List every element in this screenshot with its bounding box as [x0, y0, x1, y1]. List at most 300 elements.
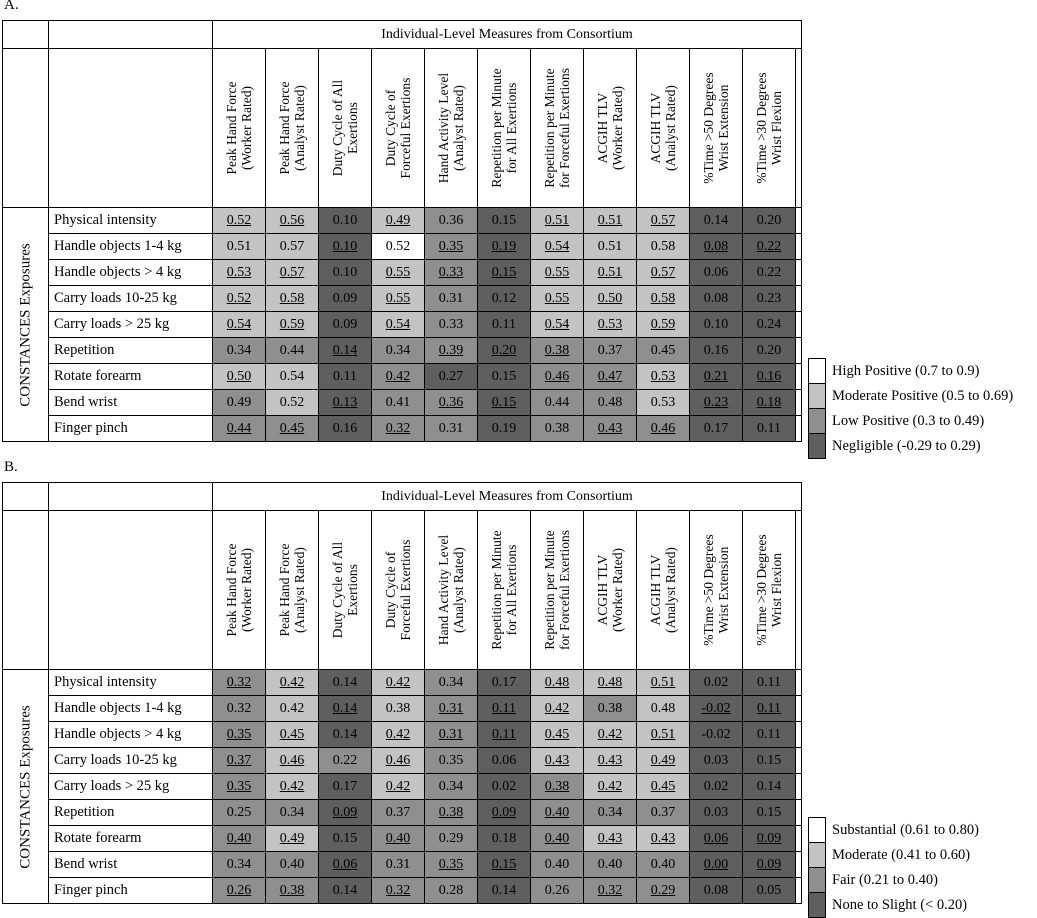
heatmap-cell: [531, 260, 584, 286]
heatmap-cell: [637, 286, 690, 312]
heatmap-cell: [531, 390, 584, 416]
spacer-cell: [796, 722, 802, 748]
row-label: Handle objects > 4 kg: [49, 722, 213, 748]
heatmap-cell: [213, 364, 266, 390]
row-group-label-cell: [3, 208, 49, 442]
cell-value: 0.40: [544, 804, 570, 820]
legend-item: [809, 893, 980, 918]
cell-value: 0.46: [385, 752, 411, 768]
column-header-wrap: [690, 49, 742, 207]
heatmap-cell: [319, 748, 372, 774]
heatmap-cell: [690, 260, 743, 286]
cell-value: 0.43: [597, 830, 623, 846]
legend-label: Fair (0.21 to 0.40): [832, 871, 938, 888]
cell-value: 0.09: [756, 856, 782, 872]
cell-value: 0.09: [332, 290, 358, 306]
column-header-wrap: [743, 511, 795, 669]
cell-value: 0.31: [438, 290, 464, 306]
heatmap-cell: [637, 364, 690, 390]
panel-b-label: B.: [4, 459, 18, 475]
cell-value: 0.42: [544, 700, 570, 716]
cell-value: 0.53: [226, 264, 252, 280]
cell-value: 0.42: [597, 778, 623, 794]
cell-value: 0.14: [332, 726, 358, 742]
column-header: [372, 49, 425, 208]
heatmap-cell: [637, 208, 690, 234]
heatmap-cell: [372, 208, 425, 234]
column-header-wrap: [319, 511, 371, 669]
cell-value: 0.53: [650, 368, 676, 384]
cell-value: 0.50: [597, 290, 623, 306]
column-header-label: Hand Activity Level (Analyst Rated): [436, 72, 466, 184]
legend-label: None to Slight (< 0.20): [832, 896, 968, 913]
cell-value: 0.34: [226, 856, 252, 872]
cell-value: 0.51: [597, 264, 623, 280]
heatmap-cell: [319, 774, 372, 800]
row-label: Repetition: [49, 800, 213, 826]
corner-cell: [3, 483, 49, 511]
legend-item: [809, 818, 980, 843]
row-label: Physical intensity: [49, 208, 213, 234]
spacer-cell: [796, 49, 802, 208]
cell-value: 0.37: [226, 752, 252, 768]
cell-value: 0.40: [544, 830, 570, 846]
column-header-label: Repetition per Minute for All Exertions: [489, 68, 519, 188]
heatmap-cell: [372, 774, 425, 800]
heatmap-cell: [425, 696, 478, 722]
cell-value: 0.38: [597, 700, 623, 716]
heatmap-cell: [584, 722, 637, 748]
heatmap-cell: [213, 722, 266, 748]
legend-label: Negligible (-0.29 to 0.29): [832, 437, 981, 454]
heatmap-cell: [425, 234, 478, 260]
column-header-label: Repetition per Minute for Forceful Exertions: [542, 68, 572, 188]
cell-value: 0.16: [332, 420, 358, 436]
column-header: [637, 49, 690, 208]
heatmap-cell: [372, 878, 425, 904]
heatmap-cell: [266, 390, 319, 416]
heatmap-cell: [743, 338, 796, 364]
heatmap-cell: [425, 878, 478, 904]
cell-value: 0.06: [703, 264, 729, 280]
cell-value: 0.41: [385, 394, 411, 410]
heatmap-cell: [213, 286, 266, 312]
column-header-wrap: [478, 49, 530, 207]
cell-value: 0.49: [279, 830, 305, 846]
heatmap-cell: [531, 312, 584, 338]
column-header-row: [3, 49, 802, 208]
heatmap-cell: [425, 670, 478, 696]
heatmap-cell: [584, 234, 637, 260]
cell-value: 0.57: [650, 212, 676, 228]
row-label: Rotate forearm: [49, 364, 213, 390]
cell-value: 0.22: [756, 264, 782, 280]
column-header: [743, 511, 796, 670]
cell-value: 0.40: [544, 856, 570, 872]
cell-value: 0.37: [385, 804, 411, 820]
heatmap-cell: [743, 364, 796, 390]
heatmap-cell: [743, 670, 796, 696]
legend-item: [809, 843, 980, 868]
spacer-cell: [796, 748, 802, 774]
cell-value: 0.28: [438, 882, 464, 898]
cell-value: 0.11: [492, 726, 516, 742]
panel-a-label: A.: [4, 0, 19, 13]
column-header-row: [3, 511, 802, 670]
heatmap-cell: [319, 852, 372, 878]
heatmap-cell: [266, 416, 319, 442]
cell-value: 0.40: [226, 830, 252, 846]
cell-value: 0.11: [757, 700, 781, 716]
heatmap-cell: [478, 748, 531, 774]
spacer-cell: [796, 826, 802, 852]
cell-value: 0.45: [279, 420, 305, 436]
column-header-wrap: [425, 49, 477, 207]
legend-item: [809, 409, 1014, 434]
heatmap-cell: [266, 696, 319, 722]
cell-value: 0.20: [756, 212, 782, 228]
column-header-wrap: [319, 49, 371, 207]
cell-value: 0.18: [756, 394, 782, 410]
heatmap-cell: [690, 364, 743, 390]
column-header: [584, 49, 637, 208]
spacer-cell: [796, 416, 802, 442]
cell-value: 0.56: [279, 212, 305, 228]
heatmap-cell: [584, 774, 637, 800]
cell-value: 0.22: [332, 752, 358, 768]
heatmap-cell: [690, 852, 743, 878]
cell-value: 0.42: [385, 778, 411, 794]
heatmap-cell: [584, 338, 637, 364]
column-header-wrap: [584, 511, 636, 669]
heatmap-cell: [690, 286, 743, 312]
heatmap-cell: [743, 800, 796, 826]
heatmap-cell: [213, 260, 266, 286]
heatmap-cell: [531, 416, 584, 442]
row-label: Carry loads > 25 kg: [49, 312, 213, 338]
heatmap-cell: [531, 878, 584, 904]
column-header: [690, 49, 743, 208]
heatmap-cell: [266, 878, 319, 904]
cell-value: 0.11: [757, 674, 781, 690]
heatmap-cell: [584, 670, 637, 696]
column-header-label: Duty Cycle of Forceful Exertions: [383, 77, 413, 179]
heatmap-table: [2, 20, 802, 442]
heatmap-cell: [478, 338, 531, 364]
cell-value: 0.35: [226, 726, 252, 742]
cell-value: 0.00: [703, 856, 729, 872]
cell-value: 0.31: [385, 856, 411, 872]
column-header-wrap: [531, 49, 583, 207]
heatmap-cell: [372, 416, 425, 442]
cell-value: 0.44: [544, 394, 570, 410]
cell-value: 0.38: [438, 804, 464, 820]
heatmap-cell: [478, 878, 531, 904]
heatmap-cell: [478, 852, 531, 878]
cell-value: 0.58: [279, 290, 305, 306]
cell-value: 0.27: [438, 368, 464, 384]
heatmap-cell: [372, 286, 425, 312]
heatmap-cell: [690, 208, 743, 234]
heatmap-cell: [743, 774, 796, 800]
heatmap-cell: [213, 416, 266, 442]
table-row: [3, 338, 802, 364]
table-row: [3, 286, 802, 312]
column-header-label: Peak Hand Force (Worker Rated): [224, 81, 254, 175]
heatmap-cell: [637, 852, 690, 878]
corner-cell: [3, 21, 49, 49]
heatmap-cell: [266, 670, 319, 696]
table-row: [3, 670, 802, 696]
corner-cell: [49, 511, 213, 670]
column-header-label: Duty Cycle of All Exertions: [330, 541, 360, 639]
column-header-label: %Time >30 Degrees Wrist Flexion: [754, 72, 784, 184]
heatmap-cell: [743, 878, 796, 904]
heatmap-cell: [690, 878, 743, 904]
spacer-cell: [796, 774, 802, 800]
heatmap-cell: [319, 826, 372, 852]
cell-value: 0.34: [597, 804, 623, 820]
cell-value: 0.54: [385, 316, 411, 332]
heatmap-cell: [584, 286, 637, 312]
heatmap-cell: [425, 722, 478, 748]
cell-value: 0.09: [491, 804, 517, 820]
heatmap-cell: [531, 748, 584, 774]
table-row: [3, 696, 802, 722]
spacer-cell: [796, 364, 802, 390]
cell-value: 0.36: [438, 394, 464, 410]
heatmap-cell: [637, 748, 690, 774]
cell-value: 0.35: [438, 752, 464, 768]
legend: [808, 817, 980, 918]
heatmap-cell: [266, 338, 319, 364]
cell-value: 0.34: [385, 342, 411, 358]
cell-value: 0.49: [650, 752, 676, 768]
cell-value: 0.11: [757, 726, 781, 742]
spacer-cell: [796, 800, 802, 826]
heatmap-cell: [690, 312, 743, 338]
cell-value: 0.14: [332, 674, 358, 690]
heatmap-cell: [213, 390, 266, 416]
heatmap-cell: [213, 748, 266, 774]
heatmap-cell: [637, 800, 690, 826]
heatmap-cell: [319, 800, 372, 826]
legend-swatch: [809, 843, 826, 868]
heatmap-cell: [213, 670, 266, 696]
cell-value: 0.06: [332, 856, 358, 872]
cell-value: 0.12: [491, 290, 517, 306]
cell-value: 0.42: [279, 700, 305, 716]
heatmap-cell: [425, 286, 478, 312]
heatmap-cell: [637, 260, 690, 286]
column-header-wrap: [637, 511, 689, 669]
cell-value: 0.40: [650, 856, 676, 872]
heatmap-cell: [690, 722, 743, 748]
cell-value: 0.15: [756, 752, 782, 768]
heatmap-cell: [637, 416, 690, 442]
cell-value: 0.54: [544, 238, 570, 254]
cell-value: 0.52: [385, 238, 411, 254]
row-group-label: CONSTANCES Exposures: [17, 704, 33, 869]
heatmap-cell: [584, 800, 637, 826]
cell-value: 0.13: [332, 394, 358, 410]
cell-value: 0.06: [703, 830, 729, 846]
cell-value: 0.43: [650, 830, 676, 846]
heatmap-cell: [266, 722, 319, 748]
cell-value: 0.49: [385, 212, 411, 228]
cell-value: 0.15: [491, 264, 517, 280]
cell-value: 0.32: [385, 420, 411, 436]
cell-value: 0.51: [650, 674, 676, 690]
chart-title: Individual-Level Measures from Consortium: [213, 21, 802, 49]
cell-value: 0.47: [597, 368, 623, 384]
heatmap-cell: [425, 852, 478, 878]
cell-value: 0.03: [703, 804, 729, 820]
heatmap-cell: [425, 338, 478, 364]
heatmap-cell: [213, 878, 266, 904]
cell-value: 0.24: [756, 316, 782, 332]
heatmap-cell: [478, 312, 531, 338]
row-label: Handle objects 1-4 kg: [49, 696, 213, 722]
cell-value: 0.06: [491, 752, 517, 768]
table-row: [3, 800, 802, 826]
column-header-wrap: [425, 511, 477, 669]
heatmap-cell: [319, 670, 372, 696]
column-header-label: Repetition per Minute for Forceful Exertions: [542, 530, 572, 650]
column-header-wrap: [531, 511, 583, 669]
cell-value: 0.58: [650, 238, 676, 254]
legend-label: Low Positive (0.3 to 0.49): [832, 412, 985, 429]
heatmap-cell: [531, 852, 584, 878]
cell-value: 0.22: [756, 238, 782, 254]
cell-value: 0.15: [491, 212, 517, 228]
heatmap-cell: [478, 286, 531, 312]
header-row: [3, 21, 802, 49]
heatmap-cell: [425, 800, 478, 826]
heatmap-cell: [531, 800, 584, 826]
heatmap-cell: [743, 312, 796, 338]
cell-value: 0.54: [226, 316, 252, 332]
heatmap-cell: [637, 878, 690, 904]
heatmap-cell: [372, 390, 425, 416]
cell-value: 0.52: [226, 290, 252, 306]
column-header-label: Peak Hand Force (Analyst Rated): [277, 81, 307, 175]
heatmap-cell: [266, 364, 319, 390]
column-header-label: %Time >50 Degrees Wrist Extension: [701, 534, 731, 646]
cell-value: 0.43: [597, 752, 623, 768]
heatmap-cell: [743, 722, 796, 748]
cell-value: 0.42: [385, 674, 411, 690]
cell-value: 0.45: [650, 778, 676, 794]
heatmap-cell: [372, 826, 425, 852]
heatmap-cell: [690, 234, 743, 260]
heatmap-cell: [319, 364, 372, 390]
cell-value: 0.19: [491, 238, 517, 254]
cell-value: 0.53: [650, 394, 676, 410]
heatmap-cell: [478, 826, 531, 852]
column-header: [425, 511, 478, 670]
row-group-label: CONSTANCES Exposures: [17, 242, 33, 407]
cell-value: 0.23: [756, 290, 782, 306]
legend-item: [809, 868, 980, 893]
cell-value: 0.37: [650, 804, 676, 820]
heatmap-cell: [266, 208, 319, 234]
column-header-label: Duty Cycle of Forceful Exertions: [383, 539, 413, 641]
heatmap-cell: [531, 364, 584, 390]
cell-value: 0.38: [279, 882, 305, 898]
heatmap-cell: [637, 670, 690, 696]
heatmap-cell: [319, 416, 372, 442]
heatmap-cell: [319, 286, 372, 312]
column-header: [213, 49, 266, 208]
cell-value: 0.15: [332, 830, 358, 846]
cell-value: 0.16: [756, 368, 782, 384]
cell-value: 0.57: [650, 264, 676, 280]
cell-value: 0.33: [438, 264, 464, 280]
heatmap-cell: [266, 852, 319, 878]
heatmap-cell: [690, 338, 743, 364]
cell-value: 0.21: [703, 368, 729, 384]
heatmap-cell: [690, 390, 743, 416]
cell-value: 0.31: [438, 420, 464, 436]
heatmap-cell: [425, 208, 478, 234]
cell-value: 0.14: [332, 342, 358, 358]
corner-cell: [49, 49, 213, 208]
cell-value: 0.14: [756, 778, 782, 794]
heatmap-cell: [425, 416, 478, 442]
table-row: [3, 390, 802, 416]
row-label: Bend wrist: [49, 852, 213, 878]
column-header: [531, 511, 584, 670]
heatmap-cell: [743, 748, 796, 774]
spacer-cell: [796, 696, 802, 722]
cell-value: 0.40: [279, 856, 305, 872]
heatmap-cell: [584, 852, 637, 878]
heatmap-cell: [372, 852, 425, 878]
row-label: Carry loads 10-25 kg: [49, 748, 213, 774]
heatmap-cell: [531, 234, 584, 260]
heatmap-cell: [478, 670, 531, 696]
table-row: [3, 260, 802, 286]
column-header-label: %Time >30 Degrees Wrist Flexion: [754, 534, 784, 646]
corner-cell: [3, 49, 49, 208]
column-header-label: ACGIH TLV (Analyst Rated): [648, 85, 678, 171]
spacer-cell: [796, 511, 802, 670]
cell-value: 0.11: [492, 316, 516, 332]
cell-value: 0.44: [279, 342, 305, 358]
cell-value: 0.29: [650, 882, 676, 898]
cell-value: 0.51: [544, 212, 570, 228]
spacer-cell: [796, 286, 802, 312]
cell-value: 0.02: [703, 778, 729, 794]
cell-value: 0.43: [597, 420, 623, 436]
cell-value: 0.11: [757, 420, 781, 436]
cell-value: 0.38: [544, 420, 570, 436]
heatmap-cell: [478, 722, 531, 748]
heatmap-cell: [743, 826, 796, 852]
heatmap-cell: [425, 260, 478, 286]
cell-value: 0.08: [703, 882, 729, 898]
column-header-label: Hand Activity Level (Analyst Rated): [436, 534, 466, 646]
heatmap-cell: [690, 670, 743, 696]
heatmap-cell: [637, 774, 690, 800]
cell-value: 0.05: [756, 882, 782, 898]
legend-swatch: [809, 434, 826, 459]
heatmap-cell: [478, 696, 531, 722]
heatmap-cell: [584, 696, 637, 722]
heatmap-cell: [372, 234, 425, 260]
column-header: [478, 511, 531, 670]
